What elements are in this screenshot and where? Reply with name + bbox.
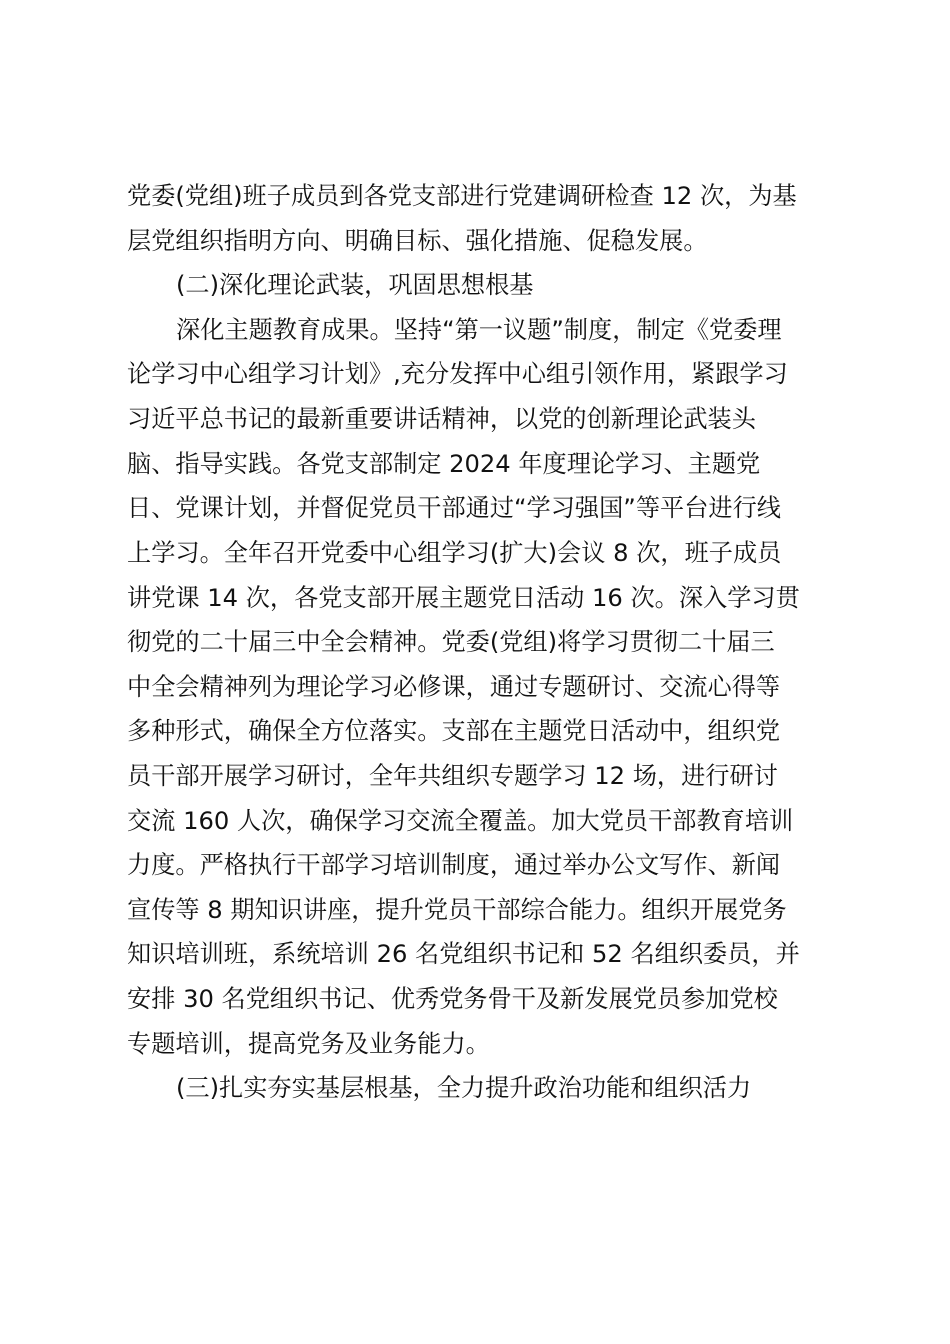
text-line: 党委(党组)班子成员到各党支部进行党建调研检查 12 次，为基 <box>127 182 797 210</box>
text-line: 力度。严格执行干部学习培训制度，通过举办公文写作、新闻 <box>127 851 781 879</box>
text-line: 论学习中心组学习计划》,充分发挥中心组引领作用，紧跟学习 <box>127 360 788 388</box>
text-line: 层党组织指明方向、明确目标、强化措施、促稳发展。 <box>127 227 708 255</box>
text-line: 习近平总书记的最新重要讲话精神，以党的创新理论武装头 <box>127 405 756 433</box>
text-line: 多种形式，确保全方位落实。支部在主题党日活动中，组织党 <box>127 717 781 745</box>
text-line: 脑、指导实践。各党支部制定 2024 年度理论学习、主题党 <box>127 450 761 478</box>
text-line: 宣传等 8 期知识讲座，提升党员干部综合能力。组织开展党务 <box>127 896 787 924</box>
text-line: 日、党课计划，并督促党员干部通过“学习强国”等平台进行线 <box>127 494 781 522</box>
text-line: 员干部开展学习研讨，全年共组织专题学习 12 场，进行研讨 <box>127 762 778 790</box>
section-heading: (三)扎实夯实基层根基，全力提升政治功能和组织活力 <box>176 1074 752 1102</box>
section-heading: (二)深化理论武装，巩固思想根基 <box>176 271 534 299</box>
text-line: 上学习。全年召开党委中心组学习(扩大)会议 8 次，班子成员 <box>127 539 782 567</box>
text-line: 彻党的二十届三中全会精神。党委(党组)将学习贯彻二十届三 <box>127 628 775 656</box>
text-line: 中全会精神列为理论学习必修课，通过专题研讨、交流心得等 <box>127 673 781 701</box>
text-line: 专题培训，提高党务及业务能力。 <box>127 1030 490 1058</box>
text-line: 深化主题教育成果。坚持“第一议题”制度，制定《党委理 <box>176 316 782 344</box>
text-line: 知识培训班，系统培训 26 名党组织书记和 52 名组织委员，并 <box>127 940 800 968</box>
text-line: 讲党课 14 次，各党支部开展主题党日活动 16 次。深入学习贯 <box>127 584 800 612</box>
text-line: 交流 160 人次，确保学习交流全覆盖。加大党员干部教育培训 <box>127 807 794 835</box>
text-line: 安排 30 名党组织书记、优秀党务骨干及新发展党员参加党校 <box>127 985 778 1013</box>
